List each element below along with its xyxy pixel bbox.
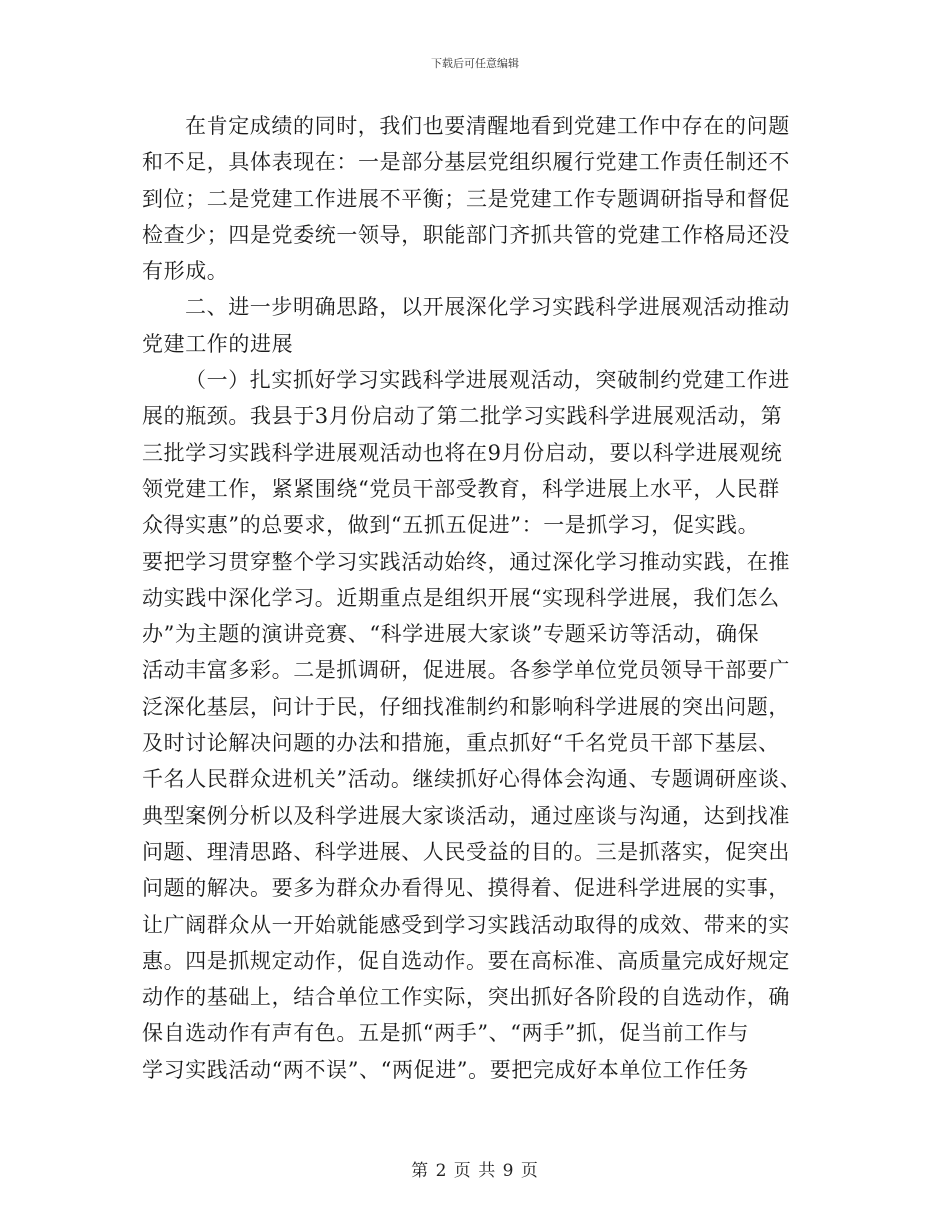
text-line: 千名人民群众进机关”活动。继续抓好心得体会沟通、专题调研座谈、 [142,767,802,792]
text-line: 要把学习贯穿整个学习实践活动始终，通过深化学习推动实践，在推 [142,549,790,574]
text-line: 保自选动作有声有色。五是抓“两手”、“两手”抓，促当前工作与 [142,1021,749,1046]
text-line: 众得实惠”的总要求，做到“五抓五促进”：一是抓学习，促实践。 [142,513,760,538]
text-line: 让广阔群众从一开始就能感受到学习实践活动取得的成效、带来的实 [142,912,790,937]
text-line: 办”为主题的演讲竞赛、“科学进展大家谈”专题采访等活动，确保 [142,622,760,647]
document-body [142,108,807,1088]
text-line: 动实践中深化学习。近期重点是组织开展“实现科学进展，我们怎么 [142,585,780,610]
text-line: 有形成。 [142,259,229,284]
text-line: 检查少；四是党委统一领导，职能部门齐抓共管的党建工作格局还没 [142,222,790,247]
text-line: 到位；二是党建工作进展不平衡；三是党建工作专题调研指导和督促 [142,186,790,211]
text-line: 典型案例分析以及科学进展大家谈活动，通过座谈与沟通，达到找准 [142,803,790,828]
text-line: 惠。四是抓规定动作，促自选动作。要在高标准、高质量完成好规定 [142,948,790,973]
text-line: 问题、理清思路、科学进展、人民受益的目的。三是抓落实，促突出 [142,839,790,864]
text-line: 学习实践活动“两不误”、“两促进”。要把完成好本单位工作任务 [142,1057,749,1082]
text-line: 泛深化基层，问计于民，仔细找准制约和影响科学进展的突出问题， [142,694,790,719]
text-line: 和不足，具体表现在：一是部分基层党组织履行党建工作责任制还不 [142,150,790,175]
page-header-note: 下载后可任意编辑 [431,57,519,70]
section-heading-line: 党建工作的进展 [142,331,294,356]
text-line: 三批学习实践科学进展观活动也将在9月份启动，要以科学进展观统 [142,440,783,465]
section-heading-line: 二、进一步明确思路，以开展深化学习实践科学进展观活动推动 [185,295,790,320]
text-line: 问题的解决。要多为群众办看得见、摸得着、促进科学进展的实事， [142,876,790,901]
text-line: 动作的基础上，结合单位工作实际，突出抓好各阶段的自选动作，确 [142,985,790,1010]
text-line: 活动丰富多彩。二是抓调研，促进展。各参学单位党员领导干部要广 [142,658,790,683]
subsection-heading-line: （一）扎实抓好学习实践科学进展观活动，突破制约党建工作进 [185,368,790,393]
text-line: 及时讨论解决问题的办法和措施，重点抓好“千名党员干部下基层、 [142,731,780,756]
text-line: 展的瓶颈。我县于3月份启动了第二批学习实践科学进展观活动，第 [142,404,783,429]
page-number-footer: 第 2 页 共 9 页 [411,1161,539,1181]
text-line: 领党建工作，紧紧围绕“党员干部受教育，科学进展上水平，人民群 [142,476,780,501]
text-line: 在肯定成绩的同时，我们也要清醒地看到党建工作中存在的问题 [185,114,790,138]
